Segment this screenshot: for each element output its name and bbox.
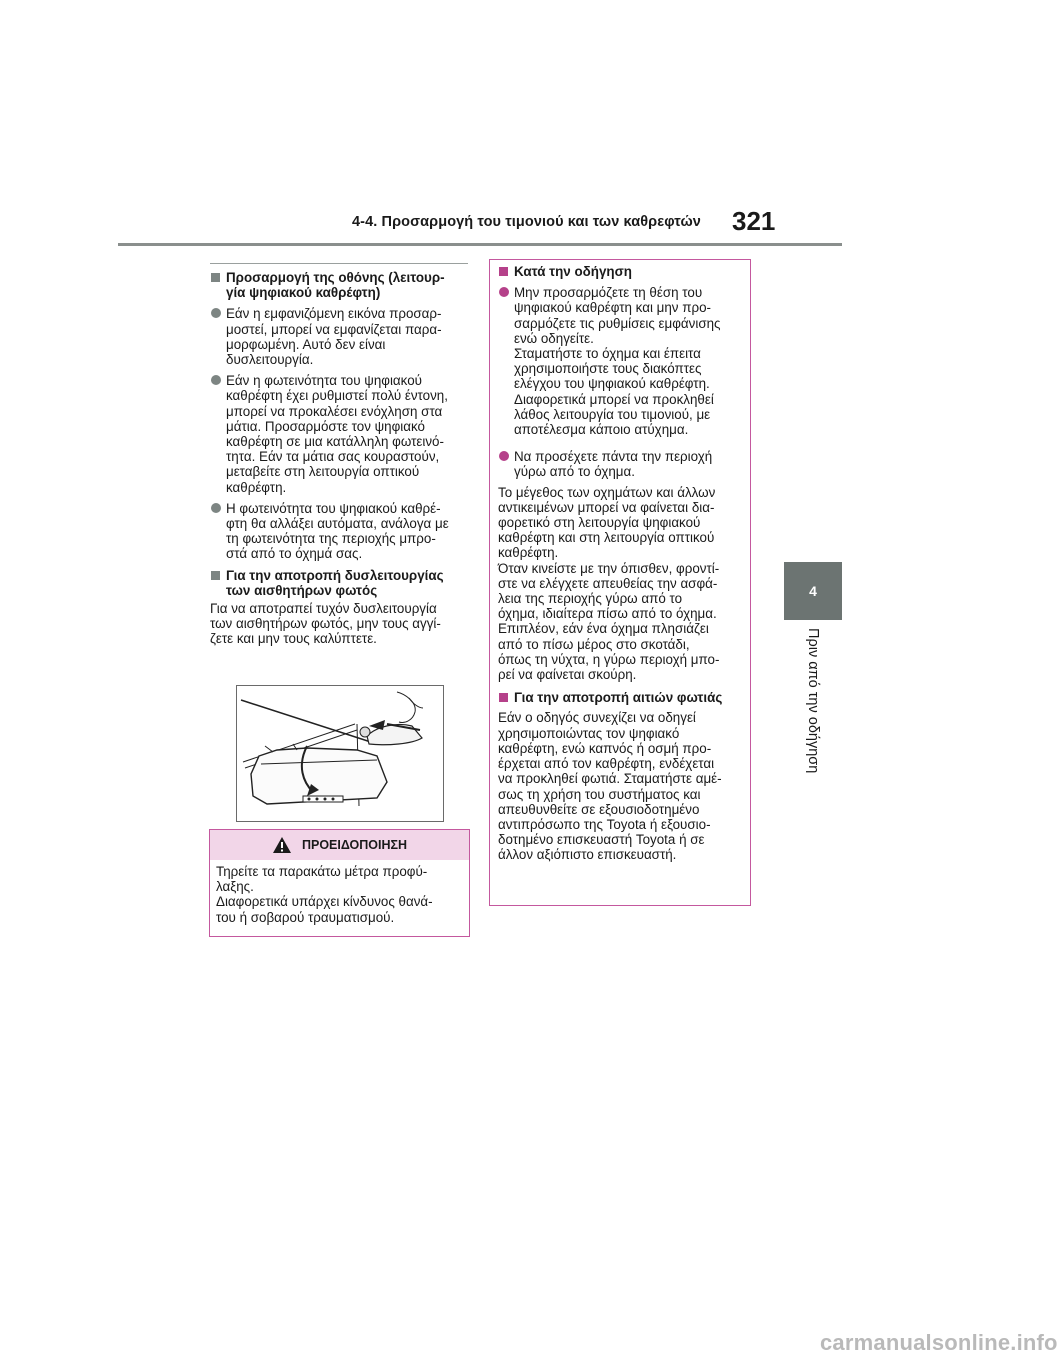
bullet-dot-icon	[211, 375, 221, 385]
bullet-text: Εάν η φωτεινότητα του ψηφιακού καθρέφτη έχει ρυθμιστεί πολύ έντονη, μπορεί να προκαλέσει ενόχληση στα μάτια. Προσαρμόστε τον ψηφιακό καθρέφτη σε μια κατάλληλη φωτεινό- τητα. Εάν τα μάτια σας κουραστούν, μεταβείτε στη λειτουργία οπτικού καθρέφτη.	[226, 373, 448, 495]
bullet-item	[498, 449, 744, 479]
warning-header	[210, 830, 469, 860]
chapter-tab: 4	[784, 562, 842, 620]
page-number: 321	[732, 206, 776, 236]
warning-triangle-icon	[272, 836, 292, 854]
body-paragraph: Για να αποτραπεί τυχόν δυσλειτουργία των αισθητήρων φωτός, μην τους αγγί- ζετε και μην τους καλύπτετε.	[210, 601, 441, 647]
bullet-dot-icon	[211, 503, 221, 513]
square-marker-icon	[499, 693, 508, 702]
section-heading	[210, 270, 472, 300]
warning-box	[209, 829, 470, 937]
heading-text: Για την αποτροπή αιτιών φωτιάς	[514, 690, 723, 706]
heading-text: Προσαρμογή της οθόνης (λειτουρ- γία ψηφιακού καθρέφτη)	[226, 270, 445, 301]
warning-body: Τηρείτε τα παρακάτω μέτρα προφύ- λαξης. Διαφορετικά υπάρχει κίνδυνος θανά- του ή σοβαρού τραυματισμού.	[216, 864, 433, 925]
bullet-item	[210, 306, 472, 367]
bullet-item	[498, 285, 744, 437]
warning-continued-box	[489, 259, 751, 906]
right-column	[498, 264, 744, 863]
bullet-dot-icon	[499, 287, 509, 297]
section-heading	[498, 690, 744, 705]
bullet-dot-icon	[211, 308, 221, 318]
rearview-mirror-drawing	[237, 686, 443, 821]
square-marker-icon	[499, 267, 508, 276]
chapter-label	[784, 622, 842, 802]
bullet-text: Εάν η εμφανιζόμενη εικόνα προσαρ- μοστεί, μπορεί να εμφανίζεται παρα- μορφωμένη. Αυτό δεν είναι δυσλειτουργία.	[226, 306, 442, 368]
body-paragraph: Το μέγεθος των οχημάτων και άλλων αντικειμένων μπορεί να φαίνεται δια- φορετικό στη λειτουργία ψηφιακού καθρέφτη και στη λειτουργία οπτικού καθρέφτη. Όταν κινείστε με την όπισθεν, φροντί- στε να ελέγχετε απευθείας την ασφά- λεια της περιοχής γύρω από το όχημα, ιδιαίτερα πίσω από το όχημα. Επιπλέον, εάν ένα όχημα πλησιάζει από το πίσω μέρος στο σκοτάδι, όπως τη νύχτα, η γύρω περιοχή μπο- ρεί να φαίνεται σκούρη.	[498, 484, 720, 683]
section-heading	[210, 568, 472, 598]
heading-text: Κατά την οδήγηση	[514, 264, 632, 279]
chapter-label-text: Πριν από την οδήγηση	[805, 628, 821, 774]
mirror-illustration	[236, 685, 444, 822]
left-column	[210, 263, 472, 647]
bullet-dot-icon	[499, 451, 509, 461]
body-paragraph: Εάν ο οδηγός συνεχίζει να οδηγεί χρησιμοποιώντας τον ψηφιακό καθρέφτη, ενώ καπνός ή οσμή προ- έρχεται από τον καθρέφτη, ενδέχεται να προκληθεί φωτιά. Σταματήστε αμέ- σως τη χρήση του συστήματος και απευθυνθείτε σε εξουσιοδοτημένο αντιπρόσωπο της Toyota ή εξουσιο- δοτημένο επισκευαστή Toyota ή σε άλλον αξιόπιστο επισκευαστή.	[498, 710, 722, 863]
watermark: carmanualsonline.info	[820, 1330, 1058, 1355]
section-divider	[210, 263, 468, 264]
bullet-item	[210, 373, 472, 495]
section-header-title: 4-4. Προσαρμογή του τιμονιού και των καθρεφτών	[352, 214, 701, 230]
heading-text: Για την αποτροπή δυσλειτουργίας των αισθητήρων φωτός	[226, 567, 444, 598]
header-rule	[118, 243, 842, 246]
bullet-text: Η φωτεινότητα του ψηφιακού καθρέ- φτη θα αλλάξει αυτόματα, ανάλογα με τη φωτεινότητα της περιοχής μπρο- στά από το όχημά σας.	[226, 500, 449, 562]
bullet-item	[210, 501, 472, 562]
square-marker-icon	[211, 273, 220, 282]
bullet-text: Να προσέχετε πάντα την περιοχή γύρω από το όχημα.	[514, 449, 713, 480]
section-heading	[498, 264, 744, 279]
warning-title: ΠΡΟΕΙΔΟΠΟΙΗΣΗ	[301, 838, 408, 852]
bullet-text: Μην προσαρμόζετε τη θέση του ψηφιακού καθρέφτη και μην προ- σαρμόζετε τις ρυθμίσεις εμφάνισης ενώ οδηγείτε. Σταματήστε το όχημα και έπειτα χρησιμοποιήστε τους διακόπτες ελέγχου του ψηφιακού καθρέφτη. Διαφορετικά μπορεί να προκληθεί λάθος λειτουργία του τιμονιού, με αποτέλεσμα κάποιο ατύχημα.	[514, 285, 721, 438]
square-marker-icon	[211, 571, 220, 580]
